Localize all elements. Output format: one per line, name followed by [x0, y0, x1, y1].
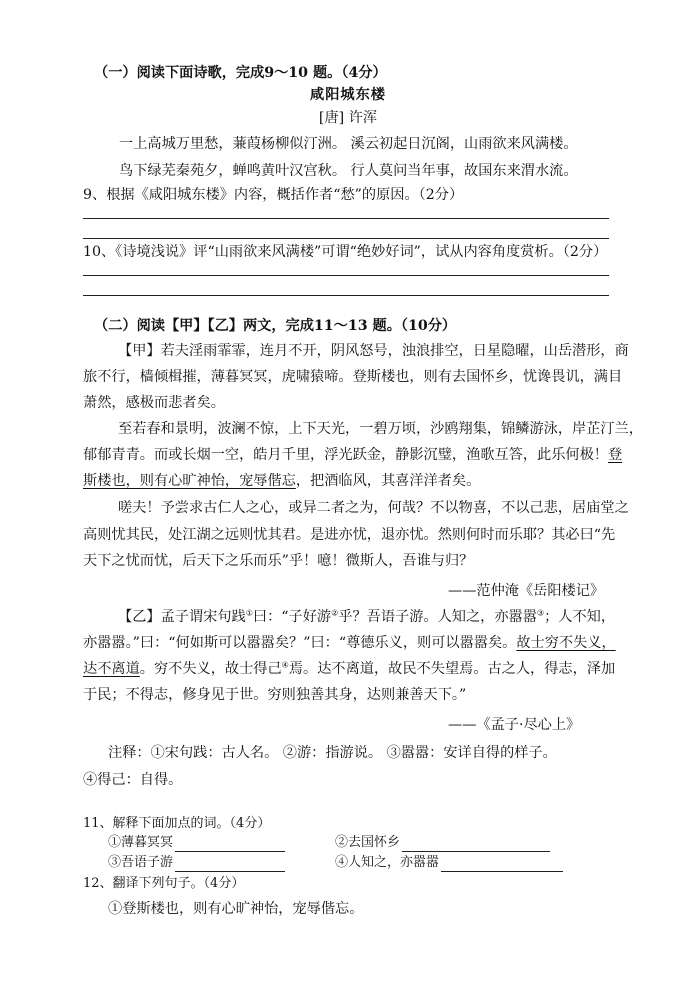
q11-item-4: [335, 854, 563, 872]
jia-text: 郁郁青青。而或长烟一空，皓月千里，浮光跃金，静影沉璧，渔歌互答，此乐何极！: [83, 447, 608, 463]
yi-text: 。穷不失义，故士得己: [139, 661, 282, 677]
jia-paragraph-1-line-3: 萧然，感极而悲者矣。: [83, 395, 225, 411]
yi-text: 曰：“子好游: [252, 609, 332, 625]
poem-line-1: 一上高城万里愁，蒹葭杨柳似汀洲。 溪云初起日沉阁，山雨欲来风满楼。: [119, 136, 578, 152]
question-10: 10、《诗境浅说》评“山雨欲来风满楼”可谓“绝妙好词”，试从内容角度赏析。（2分）: [83, 244, 608, 260]
underlined-sentence: 斯楼也，则有心旷神怡，宠辱偕忘: [83, 473, 296, 489]
q11-item-label: ①薄暮冥冥: [108, 835, 174, 850]
jia-paragraph-3-line-2: 高则忧其民，处江湖之远则忧其君。是进亦忧，退亦忧。然则何时而乐耶？其必曰“先: [83, 527, 616, 543]
answer-blank[interactable]: [441, 856, 563, 872]
q11-item-label: ②去国怀乡: [335, 835, 401, 850]
footnote-marker: ③: [536, 608, 545, 618]
yi-line-3: [83, 660, 615, 678]
q12-item-1: ①登斯楼也，则有心旷神怡，宠辱偕忘。: [108, 901, 364, 917]
yi-source: ——《孟子·尽心上》: [448, 717, 581, 733]
q11-item-3: [108, 854, 285, 872]
yi-text: 焉。达不离道，故民不失望焉。古之人，得志，泽加: [288, 661, 616, 677]
footnote-marker: ①: [245, 608, 253, 618]
jia-paragraph-1-line-1: 【甲】若夫淫雨霏霏，连月不开，阴风怒号，浊浪排空，日星隐曜，山岳潜形，商: [118, 343, 629, 359]
jia-source: ——范仲淹《岳阳楼记》: [448, 583, 605, 599]
underlined-sentence: 登: [607, 447, 623, 463]
jia-paragraph-2-line-2: [83, 446, 622, 464]
question-11: 11、解释下面加点的词。（4分）: [83, 816, 271, 831]
answer-line[interactable]: [83, 238, 609, 239]
yi-text: 亦嚣嚣。”曰：“何如斯可以嚣嚣矣？”曰：“尊德乐义，则可以嚣嚣矣。: [83, 635, 517, 651]
poem-title: 咸阳城东楼: [310, 87, 386, 103]
answer-blank[interactable]: [175, 836, 285, 852]
yi-line-2: [83, 634, 616, 652]
answer-line[interactable]: [83, 275, 609, 276]
yi-line-4: 于民；不得志，修身见于世。穷则独善其身，达则兼善天下。”: [83, 687, 467, 703]
answer-blank[interactable]: [402, 836, 550, 852]
question-9: 9、根据《咸阳城东楼》内容，概括作者“愁”的原因。（2分）: [83, 187, 464, 203]
section1-heading: （一）阅读下面诗歌，完成9～10 题。（4分）: [94, 65, 387, 81]
jia-text: ，把酒临风，其喜洋洋者矣。: [295, 473, 481, 489]
poem-line-2: 鸟下绿芜秦苑夕，蝉鸣黄叶汉宫秋。 行人莫问当年事，故国东来渭水流。: [119, 163, 578, 179]
q11-item-label: ④人知之，亦嚣嚣: [335, 855, 440, 870]
jia-paragraph-2-line-1: 至若春和景明，波澜不惊，上下天光，一碧万顷，沙鸥翔集，锦鳞游泳，岸芷汀兰，: [118, 421, 643, 437]
q11-item-1: [108, 834, 285, 852]
answer-line[interactable]: [83, 218, 609, 219]
q11-item-label: ③吾语子游: [108, 855, 174, 870]
notes-line-1: 注释：①宋句践：古人名。 ②游：指游说。 ③嚣嚣：安详自得的样子。: [108, 745, 557, 761]
footnote-marker: ②: [331, 608, 339, 618]
question-12: 12、翻译下列句子。（4分）: [83, 876, 245, 891]
jia-paragraph-2-line-3: [83, 472, 480, 490]
answer-line[interactable]: [83, 295, 609, 296]
yi-text: 【乙】孟子谓宋句践: [118, 609, 246, 625]
jia-paragraph-1-line-2: 旅不行，樯倾楫摧，薄暮冥冥，虎啸猿啼。登斯楼也，则有去国怀乡，忧谗畏讥，满目: [83, 369, 623, 385]
footnote-marker: ④: [281, 660, 289, 670]
jia-paragraph-3-line-3: 天下之忧而忧，后天下之乐而乐”乎！噫！微斯人，吾谁与归？: [83, 553, 474, 569]
yi-text: ；人不知，: [544, 609, 616, 625]
section2-heading: （二）阅读【甲】【乙】两文，完成11～13 题。（10分）: [94, 318, 457, 334]
underlined-sentence: 达不离道: [83, 661, 140, 677]
underlined-sentence: 故士穷不失义，: [516, 635, 616, 651]
answer-blank[interactable]: [175, 856, 285, 872]
notes-line-2: ④得己：自得。: [83, 772, 183, 788]
yi-line-1: [118, 608, 615, 626]
jia-paragraph-3-line-1: 嗟夫！予尝求古仁人之心，或异二者之为，何哉？不以物喜，不以己悲，居庙堂之: [118, 500, 629, 516]
yi-text: 乎？吾语子游。人知之，亦嚣嚣: [338, 609, 537, 625]
poem-author: [唐] 许浑: [318, 110, 378, 126]
q11-item-2: [335, 834, 550, 852]
